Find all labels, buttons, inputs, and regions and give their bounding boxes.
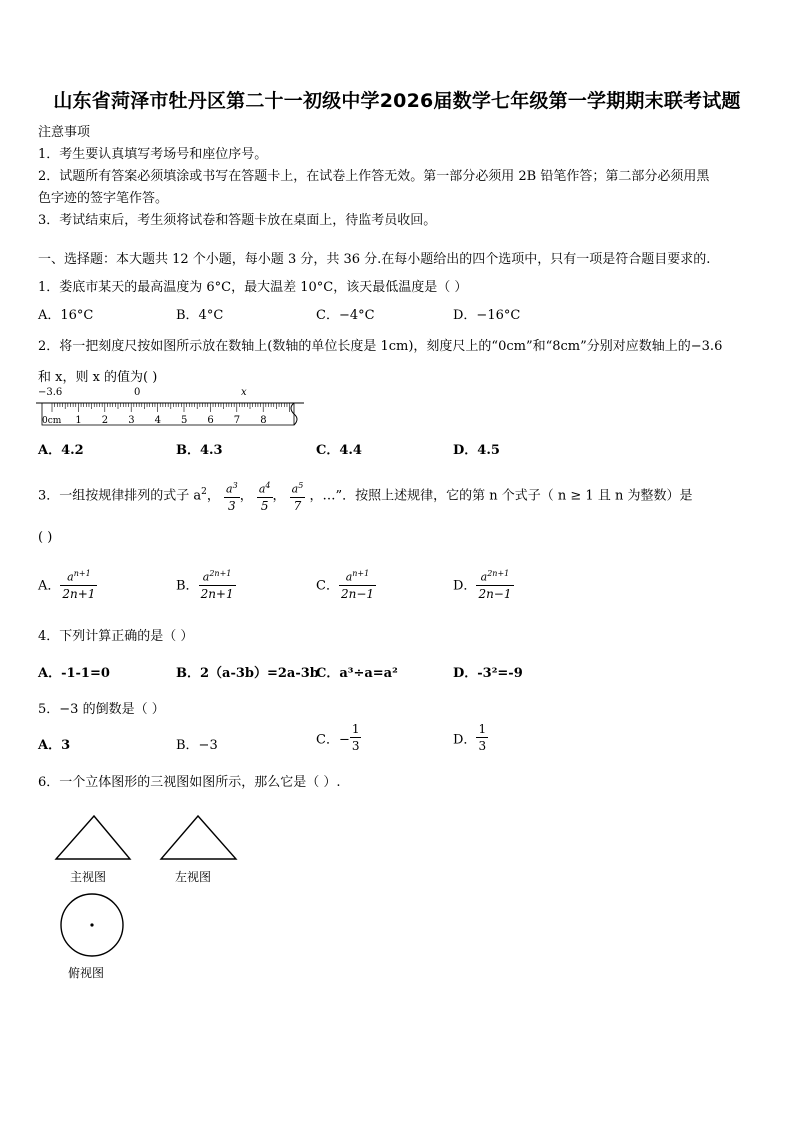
ruler-number-label: 6	[207, 415, 214, 426]
option-a: A．16°C	[38, 308, 94, 323]
ruler-number-label: 8	[260, 415, 267, 426]
option-c: C．4.4	[316, 443, 362, 458]
axis-zero-label: 0	[134, 387, 141, 398]
ruler-number-label: 3	[128, 415, 135, 426]
option-b: B．−3	[176, 738, 218, 753]
side-view-caption: 左视图	[175, 870, 212, 884]
ruler-figure	[36, 384, 308, 432]
option-d: D． $\frac{1}{3}$	[453, 722, 487, 753]
axis-x-label: x	[241, 387, 247, 398]
question-2-stem-cont: 和 x，则 x 的值为( )	[38, 370, 158, 385]
question-3-stem: 3．一组按规律排列的式子 $a^2$， $\frac{a^3}{3}$ ， $\frac{a^4}{5}$ ， $\frac{a^5}{7}$ ，…”．按照上述规律，它的第 n 个式子（ n ≥ 1 且 n 为整数）是	[38, 470, 692, 518]
top-view-circle	[58, 892, 128, 960]
question-6-stem: 6．一个立体图形的三视图如图所示，那么它是（ ）.	[38, 775, 341, 790]
option-b: B． $\frac{a^{2n+1}}{2n+1}$	[176, 566, 236, 602]
option-a: A．4.2	[38, 443, 84, 458]
front-view-triangle	[54, 814, 134, 862]
question-4-stem: 4．下列计算正确的是（ ）	[38, 629, 194, 644]
notice-item-3: 3．考试结束后，考生须将试卷和答题卡放在桌面上，待监考员收回。	[38, 213, 437, 228]
notice-item-2-cont: 色字迹的签字笔作答。	[38, 191, 169, 206]
top-view-caption: 俯视图	[68, 966, 105, 980]
question-3-options	[38, 566, 758, 610]
ruler-number-label: 4	[154, 415, 161, 426]
ruler-ticks	[52, 403, 290, 412]
ruler-number-label: 5	[181, 415, 188, 426]
option-d: D．-3²=-9	[453, 666, 523, 681]
notice-item-2: 2．试题所有答案必须填涂或书写在答题卡上，在试卷上作答无效。第一部分必须用 2B 铅笔作答；第二部分必须用黑	[38, 169, 710, 184]
ruler-number-label: 1	[75, 415, 82, 426]
option-a: A． $\frac{a^{n+1}}{2n+1}$	[38, 566, 97, 602]
option-b: B．4.3	[176, 443, 223, 458]
question-5-options	[38, 722, 758, 762]
option-d: D． $\frac{a^{2n+1}}{2n-1}$	[453, 566, 514, 602]
question-3-suffix: ，…”．按照上述规律，它的第 n 个式子（ n ≥ 1 且 n 为整数）是	[309, 488, 693, 504]
sequence-term-3: $\frac{a^5}{7}$	[290, 478, 306, 514]
question-5-stem: 5．−3 的倒数是（ ）	[38, 702, 165, 717]
option-b: B．2（a-3b）=2a-3b	[176, 666, 319, 681]
exam-title: 山东省菏泽市牡丹区第二十一初级中学2026届数学七年级第一学期期末联考试题	[53, 90, 741, 112]
sequence-term-2: $\frac{a^4}{5}$	[257, 478, 273, 514]
option-d: D．4.5	[453, 443, 500, 458]
axis-left-label: −3.6	[38, 387, 63, 398]
option-c: C．−4°C	[316, 308, 375, 323]
option-a: A．3	[38, 738, 71, 753]
option-b: B．4°C	[176, 308, 224, 323]
ruler-number-labels	[75, 415, 266, 426]
section-heading: 一、选择题：本大题共 12 个小题，每小题 3 分，共 36 分.在每小题给出的四个选项中，只有一项是符合题目要求的.	[38, 252, 711, 267]
question-1-stem: 1．娄底市某天的最高温度为 6°C，最大温差 10°C，该天最低温度是（ ）	[38, 280, 468, 295]
notice-item-1: 1．考生要认真填写考场号和座位序号。	[38, 147, 268, 162]
question-3-paren: ( )	[38, 530, 53, 545]
option-d: D．−16°C	[453, 308, 521, 323]
option-a: A．-1-1=0	[38, 666, 110, 681]
option-c: C．− $\frac{1}{3}$	[316, 722, 360, 753]
question-3-prefix-sup: 2	[201, 487, 207, 497]
front-view-caption: 主视图	[70, 870, 107, 884]
option-c: C． $\frac{a^{n+1}}{2n-1}$	[316, 566, 376, 602]
ruler-number-label: 7	[233, 415, 241, 426]
side-view-triangle	[158, 814, 240, 862]
question-3-prefix: 3．一组按规律排列的式子 a	[38, 488, 202, 504]
sequence-term-1: $\frac{a^3}{3}$	[224, 478, 240, 514]
ruler-number-label: 2	[101, 415, 109, 426]
notice-heading: 注意事项	[38, 125, 91, 140]
ruler-cm-label: 0cm	[42, 416, 62, 426]
center-dot	[90, 923, 93, 926]
option-c: C．a³÷a=a²	[316, 666, 398, 681]
question-2-stem: 2．将一把刻度尺按如图所示放在数轴上(数轴的单位长度是 1cm)，刻度尺上的“0cm”和“8cm”分别对应数轴上的−3.6	[38, 339, 723, 354]
